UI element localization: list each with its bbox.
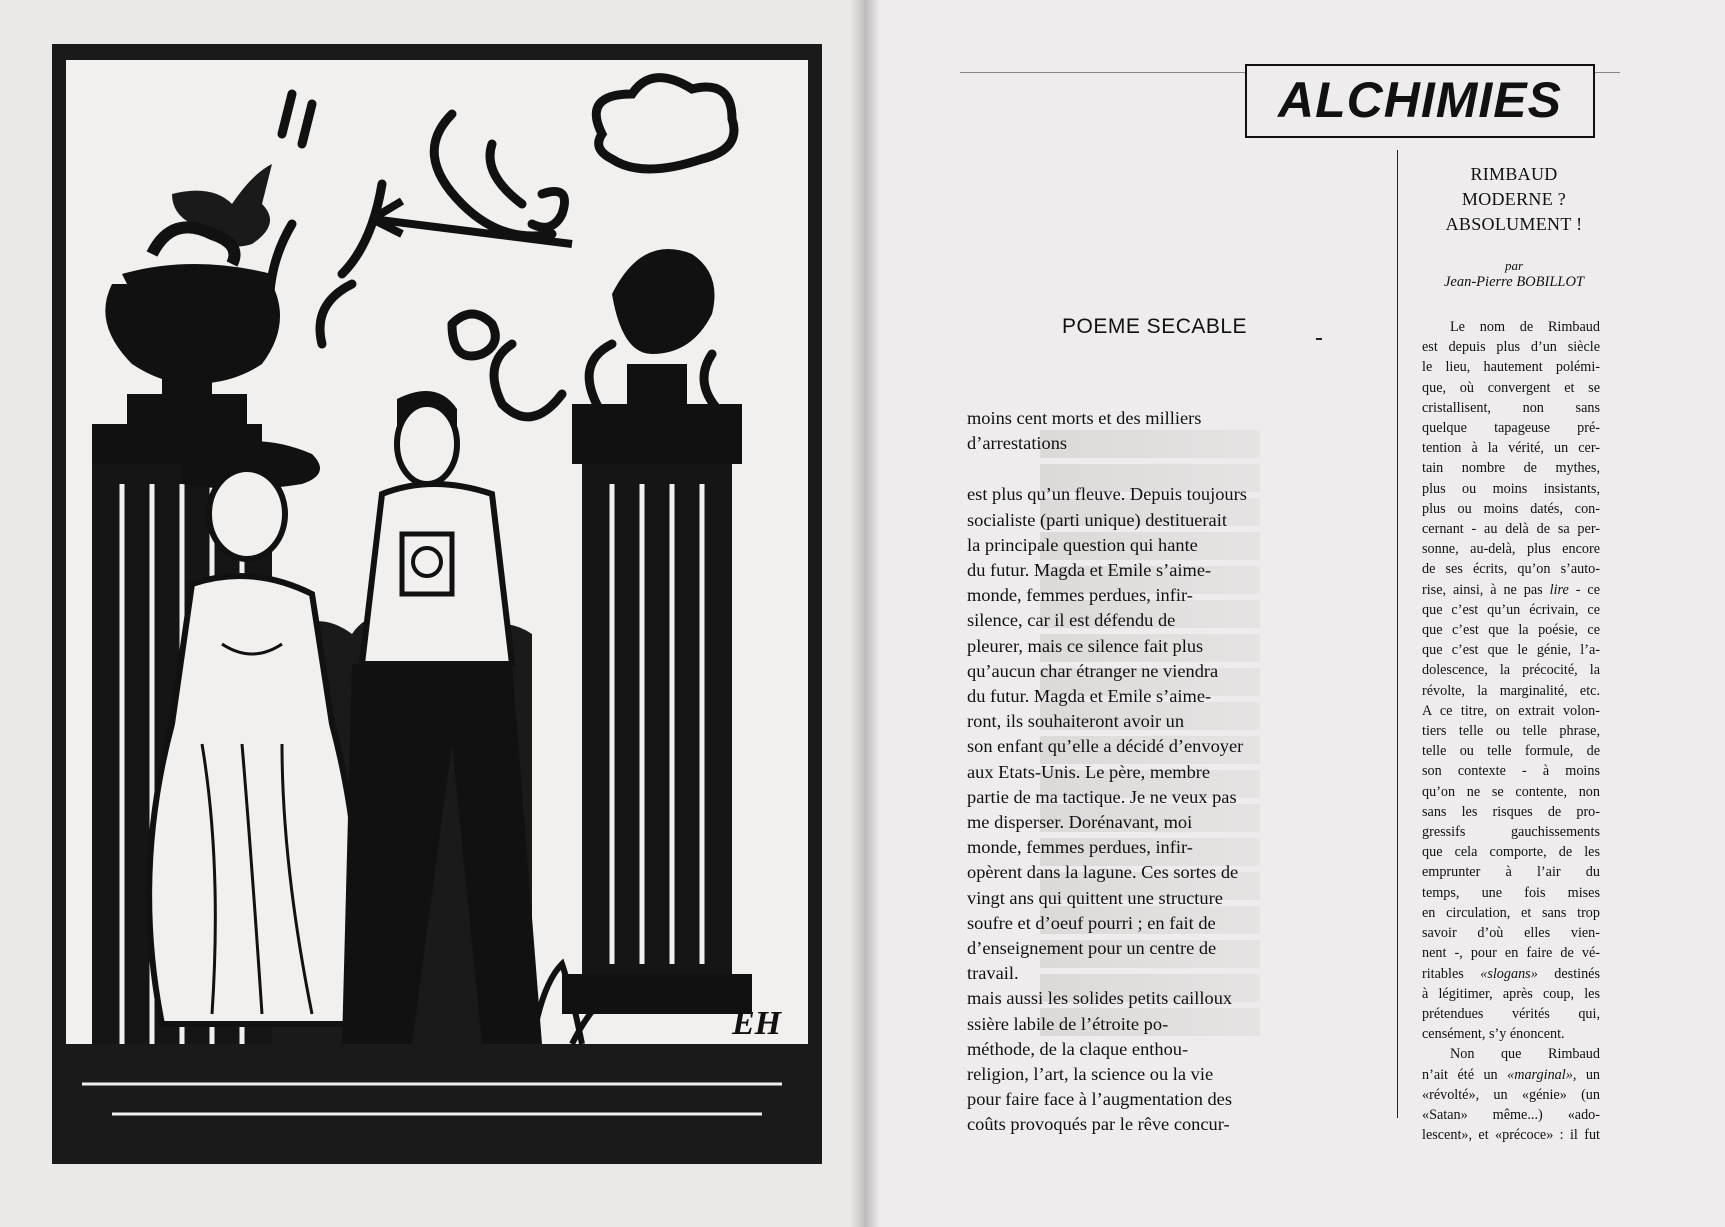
poem-line: partie de ma tactique. Je ne veux pas bbox=[967, 786, 1237, 807]
article-line: son contexte - à moins bbox=[1422, 763, 1600, 780]
article-line: que c’est que la poésie, ce bbox=[1422, 622, 1600, 639]
article-line: que c’est qu’un écrivain, ce bbox=[1422, 601, 1600, 618]
article-line: savoir d’où elles vien- bbox=[1422, 925, 1600, 942]
poem-line: ssière labile de l’étroite po- bbox=[967, 1013, 1169, 1034]
poem-line: monde, femmes perdues, infir- bbox=[967, 585, 1193, 606]
ground-shape bbox=[66, 1044, 808, 1150]
poem-line: d’arrestations bbox=[967, 433, 1068, 454]
poem-line: d’enseignement pour un centre de bbox=[967, 938, 1217, 959]
article-line: que cela comporte, de les bbox=[1422, 844, 1600, 861]
poem-line: travail. bbox=[967, 963, 1019, 984]
poem-line: qu’aucun char étranger ne viendra bbox=[967, 660, 1219, 681]
article-title-line: MODERNE ? bbox=[1461, 189, 1567, 209]
poem-line: coûts provoqués par le rêve concur- bbox=[967, 1114, 1230, 1135]
article-line: cristallisent, non sans bbox=[1422, 399, 1600, 416]
article-line: révolte, la marginalité, etc. bbox=[1422, 682, 1600, 699]
section-title: ALCHIMIES bbox=[1278, 72, 1562, 128]
poem-line: méthode, de la claque enthou- bbox=[967, 1038, 1189, 1059]
article-text-segment: ritables bbox=[1422, 965, 1464, 982]
poem-line: du futur. Magda et Emile s’aime- bbox=[967, 686, 1212, 707]
article-title-line: ABSOLUMENT ! bbox=[1445, 214, 1583, 234]
article-line: dolescence, la précocité, la bbox=[1422, 662, 1600, 679]
article-line: à légitimer, après coup, les bbox=[1422, 985, 1600, 1002]
article-line: le lieu, hautement polémi- bbox=[1422, 359, 1600, 376]
poem-line: soufre et d’oeuf pourri ; en fait de bbox=[967, 912, 1216, 933]
article-line: quelque tapageuse pré- bbox=[1422, 420, 1600, 437]
article-line: est depuis plus d’un siècle bbox=[1422, 339, 1600, 356]
article-text-segment: - ce bbox=[1568, 581, 1601, 598]
italic-word: «marginal» bbox=[1507, 1066, 1573, 1083]
ink-drawing-illustration bbox=[52, 44, 822, 1164]
italic-word: lire bbox=[1549, 581, 1569, 598]
poem-line: son enfant qu’elle a décidé d’envoyer bbox=[967, 736, 1244, 757]
poem-line: du futur. Magda et Emile s’aime- bbox=[967, 560, 1212, 581]
poem-line: mais aussi les solides petits cailloux bbox=[967, 988, 1233, 1009]
article-line: tain nombre de mythes, bbox=[1422, 460, 1600, 477]
article-line: sonne, au-delà, plus encore bbox=[1422, 541, 1600, 558]
article-line: censément, s’y énoncent. bbox=[1422, 1026, 1565, 1043]
artist-signature: ÉH bbox=[732, 1005, 782, 1042]
poem-line: opèrent dans la lagune. Ces sortes de bbox=[967, 862, 1239, 883]
article-line: Le nom de Rimbaud bbox=[1450, 319, 1600, 335]
article-line: que, où convergent et se bbox=[1422, 379, 1600, 396]
article-line: telle ou telle formule, de bbox=[1422, 743, 1600, 760]
poem-line: aux Etats-Unis. Le père, membre bbox=[967, 761, 1211, 782]
article-line: tention à la vérité, un cer- bbox=[1422, 440, 1600, 457]
poem-line: religion, l’art, la science ou la vie bbox=[967, 1064, 1214, 1085]
poem-line: la principale question qui hante bbox=[967, 534, 1198, 555]
column-divider bbox=[1397, 150, 1398, 1118]
poem-title: POEME SECABLE bbox=[1062, 315, 1248, 338]
article-line: nent -, pour en faire de vé- bbox=[1422, 945, 1600, 962]
article-line: sans les risques de pro- bbox=[1422, 803, 1600, 820]
poem-line: pour faire face à l’augmentation des bbox=[967, 1089, 1233, 1110]
poem-line: socialiste (parti unique) destituerait bbox=[967, 509, 1227, 530]
article-line: emprunter à l’air du bbox=[1422, 864, 1600, 881]
poem-line: est plus qu’un fleuve. Depuis toujours bbox=[967, 484, 1247, 505]
article-line: plus ou moins datés, con- bbox=[1422, 500, 1600, 517]
article-line-marginal bbox=[1422, 1065, 1600, 1085]
poem-line: me disperser. Dorénavant, moi bbox=[967, 812, 1193, 833]
poem-line: moins cent morts et des milliers bbox=[967, 408, 1202, 428]
poem-body bbox=[967, 406, 1307, 1138]
article-body bbox=[1422, 317, 1600, 1145]
poem-line: monde, femmes perdues, infir- bbox=[967, 837, 1193, 858]
article-line: «Satan» même...) «ado- bbox=[1422, 1106, 1600, 1123]
italic-word: «slogans» bbox=[1480, 965, 1538, 982]
poem-line: vingt ans qui quittent une structure bbox=[967, 887, 1223, 908]
poem-dash-mark bbox=[1316, 338, 1322, 340]
article-text-segment: rise, ainsi, à ne pas bbox=[1422, 581, 1543, 598]
article-line: «révolté», un «génie» (un bbox=[1422, 1086, 1600, 1103]
book-gutter bbox=[850, 0, 880, 1227]
article-line: plus ou moins insistants, bbox=[1422, 480, 1600, 497]
section-header-box bbox=[1245, 64, 1595, 138]
article-line: cernant - au delà de sa per- bbox=[1422, 521, 1600, 538]
article-line: de ses écrits, qu’on s’auto- bbox=[1422, 561, 1600, 578]
article-line: que c’est que le génie, l’a- bbox=[1422, 642, 1600, 659]
article-text-segment: destinés bbox=[1537, 965, 1600, 982]
article-line: tiers telle ou telle phrase, bbox=[1422, 723, 1600, 740]
article-byline-par: par bbox=[1504, 258, 1524, 273]
poem-line: silence, car il est défendu de bbox=[967, 610, 1176, 631]
article-text-segment: , un bbox=[1572, 1066, 1601, 1083]
article-line: temps, une fois mises bbox=[1422, 884, 1600, 901]
article-line: A ce titre, on extrait volon- bbox=[1422, 702, 1600, 719]
article-title-line: RIMBAUD bbox=[1470, 164, 1558, 184]
article-text-segment: n’ait été un bbox=[1422, 1066, 1498, 1083]
article-author: Jean-Pierre BOBILLOT bbox=[1443, 274, 1584, 290]
article-line: lescent», et «précoce» : il fut bbox=[1422, 1127, 1600, 1144]
article-line-lire bbox=[1422, 580, 1600, 600]
article-line: en circulation, et sans trop bbox=[1422, 904, 1600, 921]
poem-line: pleurer, mais ce silence fait plus bbox=[967, 635, 1204, 656]
article-title bbox=[1408, 162, 1620, 237]
article-line: qu’on ne se contente, non bbox=[1422, 783, 1600, 800]
article-line: gressifs gauchissements bbox=[1422, 824, 1600, 841]
article-line: prétendues vérités qui, bbox=[1422, 1005, 1600, 1022]
article-line-slogans bbox=[1422, 964, 1600, 984]
article-line: Non que Rimbaud bbox=[1450, 1046, 1600, 1063]
poem-line: ront, ils souhaiteront avoir un bbox=[967, 711, 1185, 732]
